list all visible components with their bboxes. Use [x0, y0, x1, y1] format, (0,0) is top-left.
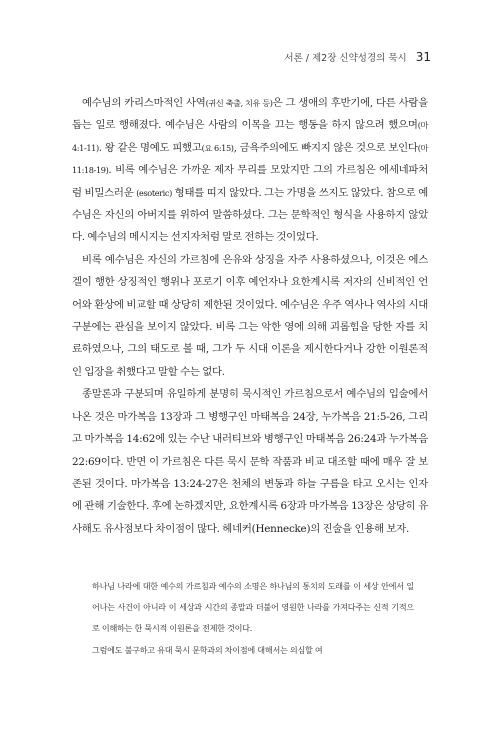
- citation: (요 6:15): [201, 142, 234, 153]
- text-run: . 왕 같은 명예도 피했고: [98, 141, 202, 154]
- text-run: 은 그 생애의 후반기에, 다른 사람을 돕는 일로 행해졌다. 예수님은 사람의 이목을 끄는 행동을 하지 않으려 했으며: [72, 97, 428, 132]
- header-title: 신약성경의 묵시: [339, 53, 407, 64]
- citation: (귀신 축출, 치유 등): [205, 98, 273, 108]
- text-run: . 비록 예수님은 가까운 제자 무리를 모았지만 그의 가르침은 에세네파처럼 비밀스러운: [72, 164, 428, 199]
- text-run: 형태를 띠지 않았다. 그는 가명을 쓰지도 않았다. 참으로 예수님은 자신의 아버지를 위하여 말씀하셨다. 그는 문학적인 형식을 사용하지 않았다. 예수님의 메시지는 선지자처럼 말로 전하는 것이었다.: [72, 186, 428, 244]
- paragraph: [72, 249, 428, 383]
- block-quote: [92, 576, 414, 661]
- text-run: 예수님의 카리스마적인 사역: [82, 97, 206, 109]
- text-run: 종말론과 구분되며 유일하게 분명히 묵시적인 가르침으로서 예수님의 입술에서 나온 것은 마가복음 13장과 그 병행구인 마태복음 24장, 누가복음 21:5-26, 그리고 마가복음 14:62에 있는 수난 내러티브와 병행구인 마태복음 26:24과 누가복음 22:69이다. 반면 이 가르침은 다른 묵시 문학 작품과 비교 대조할 때에 매우 잘 보존된 것이다. 마가복음 13:24-27은 천체의 변동과 하늘 구름을 타고 오시는 인자에 관해 기술한다. 후에 논하겠지만, 요한계시록 6장과 마가복음 13장은 상당히 유사해도 유사점보다 차이점이 많다. 헤네커(Hennecke)의 진술을 인용해 보자.: [72, 388, 428, 535]
- text-run: 비록 예수님은 자신의 가르침에 은유와 상징을 자주 사용하셨으나, 이것은 에스겔이 행한 상징적인 행위나 포로기 이후 예언자나 요한계시록 저자의 신비적인 언어와 환상에 비교할 때 상당히 제한된 것이었다. 예수님은 우주 역사나 역사의 시대 구분에는 관심을 보이지 않았다. 비록 그는 악한 영에 의해 괴롭힘을 당한 자를 치료하였으나, 그의 태도로 볼 때, 그가 두 시대 이론을 제시한다거나 강한 이원론적인 입장을 취했다고 말할 수는 없다.: [72, 253, 428, 378]
- paragraph: [72, 92, 428, 249]
- paragraph: [72, 383, 428, 540]
- citation: (마 11:18-19): [72, 142, 428, 176]
- main-text: [72, 92, 428, 540]
- header-section: 서론 / 제2장: [284, 53, 337, 64]
- quote-paragraph: 하나님 나라에 대한 예수의 가르침과 예수의 소명은 하나님의 통치의 도래를 이 세상 안에서 일어나는 사건이 아니라 이 세상과 시간의 종말과 더불어 영원한 나라를 가져다주는 신적 기적으로 이해하는 한 묵시적 이원론을 전제한 것이다.: [92, 581, 414, 634]
- quote-paragraph: 그럼에도 불구하고 유대 묵시 문학과의 차이점에 대해서는 의심할 여: [92, 644, 323, 655]
- citation: (마 4:1-11): [72, 120, 428, 153]
- text-run: , 금욕주의에도 빠지지 않은 것으로 보인다: [233, 141, 418, 154]
- citation: (esoteric): [136, 187, 172, 198]
- running-header: [284, 50, 431, 64]
- page-number: 31: [415, 50, 431, 64]
